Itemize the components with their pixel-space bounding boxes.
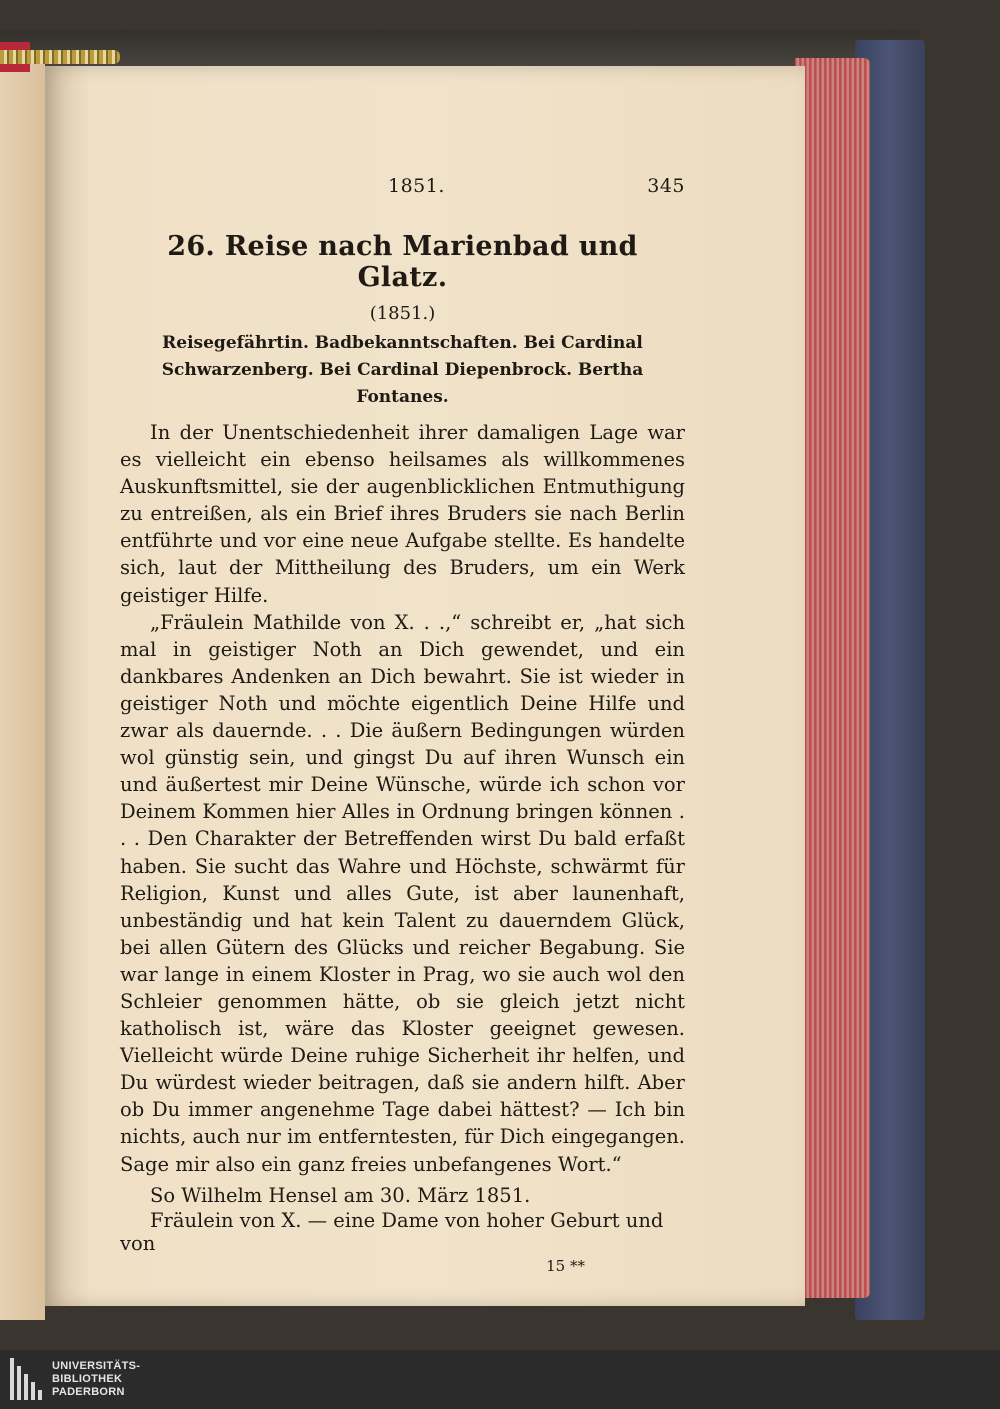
body-text [120, 419, 685, 1178]
logo-line: BIBLIOTHEK [52, 1372, 123, 1385]
page-edges [795, 58, 870, 1298]
library-logo-text [52, 1360, 140, 1399]
logo-line: PADERBORN [52, 1385, 125, 1398]
book-cover-top [0, 30, 920, 70]
chapter-year: (1851.) [369, 303, 436, 324]
signature-line: So Wilhelm Hensel am 30. März 1851. [150, 1183, 531, 1207]
footer-bar [0, 1350, 1000, 1409]
paragraph: In der Unentschiedenheit ihrer damaligen Lage war es vielleicht ein ebenso heilsames als willkommenes Auskunftsmittel, sie der augenblicklichen Entmuthigung zu entreißen, als ein Brief ihres Bruders sie nach Berlin entführte und vor eine neue Aufgabe stellte. Es handelte sich, laut der Mittheilung des Bruders, um ein Werk geistiger Hilfe. [120, 421, 685, 607]
page-number: 345 [647, 175, 685, 197]
paragraph: „Fräulein Mathilde von X. . .,“ schreibt er, „hat sich mal in geistiger Noth an Dich gewendet, und ein dankbares Andenken an Dich bewahrt. Sie ist wieder in geistiger Noth und möchte eigentlich Deine Hilfe und zwar als dauernde. . . Die äußern Bedingungen würden wol günstig sein, und gingst Du auf ihren Wunsch ein und äußertest mir Deine Wünsche, würde ich schon vor Deinem Kommen hier Alles in Ordnung bringen können . . . Den Charakter der Betreffenden wirst Du bald erfaßt haben. Sie sucht das Wahre und Höchste, schwärmt für Religion, Kunst und alles Gute, ist aber launenhaft, unbeständig und hat kein Talent zu dauerndem Glück, bei allen Gütern des Glücks und reicher Begabung. Sie war lange in einem Kloster in Prag, wo sie auch wol den Schleier genommen hätte, ob sie gleich jetzt nicht katholisch ist, wäre das Kloster geeignet gewesen. Vielleicht würde Deine ruhige Sicherheit ihr helfen, und Du würdest wieder beitragen, daß sie andern hilft. Aber ob Du immer angenehme Tage dabei hättest? — Ich bin nichts, auch nur im entferntesten, für Dich eingegangen. Sage mir also ein ganz freies unbefangenes Wort.“ [120, 610, 685, 1176]
left-page-edge [0, 60, 45, 1320]
library-logo-icon [10, 1358, 44, 1400]
logo-line: UNIVERSITÄTS- [52, 1359, 141, 1372]
printer-signature-mark: 15 ** [546, 1256, 585, 1275]
page-text [120, 175, 685, 1275]
last-line: Fräulein von X. — eine Dame von hoher Geburt und von [120, 1208, 664, 1255]
chapter-summary: Reisegefährtin. Badbekanntschaften. Bei Cardinal Schwarzenberg. Bei Cardinal Diepenbrock. Bertha Fontanes. [161, 333, 644, 407]
headband [0, 50, 120, 64]
running-header [120, 175, 685, 197]
library-logo [10, 1358, 140, 1400]
running-header-year: 1851. [388, 175, 445, 197]
chapter-title: 26. Reise nach Marienbad und Glatz. [167, 231, 638, 293]
